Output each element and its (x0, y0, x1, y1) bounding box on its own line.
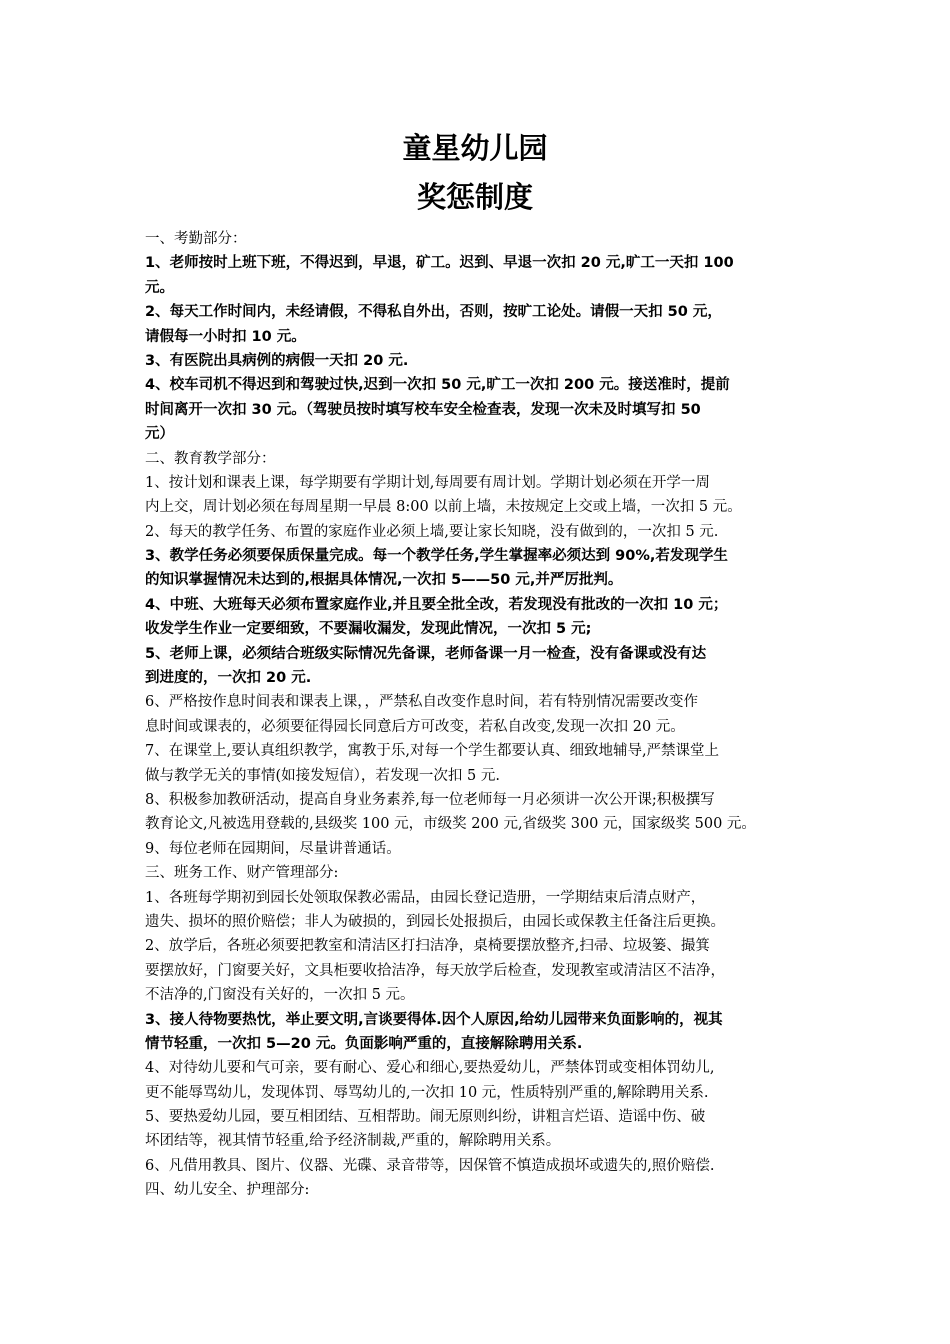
text-line: 2、每天的教学任务、布置的家庭作业必须上墙,要让家长知晓，没有做到的，一次扣 5 元. (145, 523, 719, 540)
text-line: 4、校车司机不得迟到和驾驶过快,迟到一次扣 50 元,旷工一次扣 200 元。接送准时，提前 (145, 377, 730, 394)
text-line: 时间离开一次扣 30 元。（驾驶员按时填写校车安全检查表，发现一次未及时填写扣 50 (145, 401, 701, 418)
text-line: 1、各班每学期初到园长处领取保教必需品，由园长登记造册，一学期结束后清点财产， (145, 889, 706, 906)
text-line: 4、中班、大班每天必须布置家庭作业,并且要全批全改，若发现没有批改的一次扣 10 元； (145, 596, 728, 613)
document-subtitle: 奖惩制度 (416, 180, 533, 214)
text-line: 坏团结等，视其情节轻重,给予经济制裁,严重的，解除聘用关系。 (145, 1133, 561, 1150)
text-line: 元） (145, 426, 174, 443)
text-line: 3、接人待物要热忱，举止要文明,言谈要得体.因个人原因,给幼儿园带来负面影响的，视其 (145, 1011, 723, 1028)
text-line: 的知识掌握情况未达到的,根据具体情况,一次扣 5——50 元,并严厉批判。 (145, 572, 623, 589)
text-line: 9、每位老师在园期间，尽量讲普通话。 (145, 840, 401, 857)
text-line: 二、教育教学部分： (145, 450, 276, 467)
text-line: 要摆放好，门窗要关好，文具柜要收拾洁净，每天放学后检查，发现教室或清洁区不洁净， (145, 962, 725, 979)
text-line: 1、老师按时上班下班，不得迟到，早退，矿工。迟到、早退一次扣 20 元,旷工一天扣 100 (145, 255, 734, 272)
text-line: 2、每天工作时间内，未经请假，不得私自外出，否则，按旷工论处。请假一天扣 50 元， (145, 304, 722, 321)
text-line: 情节轻重，一次扣 5—20 元。负面影响严重的，直接解除聘用关系. (145, 1035, 583, 1052)
document-body (145, 227, 813, 1203)
text-line: 收发学生作业一定要细致，不要漏收漏发，发现此情况，一次扣 5 元; (145, 621, 592, 638)
text-line: 4、对待幼儿要和气可亲，要有耐心、爱心和细心,要热爱幼儿，严禁体罚或变相体罚幼儿, (145, 1060, 715, 1077)
text-line: 教育论文,凡被选用登载的,县级奖 100 元，市级奖 200 元,省级奖 300 元，国家级奖 500 元。 (145, 816, 756, 833)
text-line: 遗失、损坏的照价赔偿；非人为破损的，到园长处报损后，由园长或保教主任备注后更换。 (145, 913, 725, 930)
text-line: 请假每一小时扣 10 元。 (145, 328, 306, 345)
text-line: 5、老师上课，必须结合班级实际情况先备课，老师备课一月一检查，没有备课或没有达 (145, 645, 707, 662)
text-line: 元。 (145, 279, 174, 296)
text-line: 1、按计划和课表上课，每学期要有学期计划,每周要有周计划。学期计划必须在开学一周 (145, 474, 710, 491)
text-line: 内上交，周计划必须在每周星期一早晨 8:00 以前上墙，未按规定上交或上墙，一次扣 5 元。 (145, 499, 742, 516)
text-line: 到进度的，一次扣 20 元. (145, 670, 312, 687)
text-line: 7、在课堂上,要认真组织教学，寓教于乐,对每一个学生都要认真、细致地辅导,严禁课堂上 (145, 743, 720, 760)
text-line: 3、教学任务必须要保质保量完成。每一个教学任务,学生掌握率必须达到 90%,若发现学生 (145, 548, 728, 565)
text-line: 5、要热爱幼儿园，要互相团结、互相帮助。闹无原则纠纷，讲粗言烂语、造谣中伤、破 (145, 1109, 706, 1126)
text-line: 6、严格按作息时间表和课表上课，，严禁私自改变作息时间，若有特别情况需要改变作 (145, 694, 698, 711)
text-line: 四、幼儿安全、护理部分: (145, 1182, 310, 1199)
text-line: 不洁净的,门窗没有关好的，一次扣 5 元。 (145, 987, 415, 1004)
text-line: 做与教学无关的事情(如接发短信），若发现一次扣 5 元. (145, 767, 500, 784)
text-line: 三、班务工作、财产管理部分: (145, 865, 339, 882)
text-line: 6、凡借用教具、图片、仪器、光碟、录音带等，因保管不慎造成损坏或遗失的,照价赔偿. (145, 1157, 715, 1174)
text-line: 8、积极参加教研活动，提高自身业务素养,每一位老师每一月必须讲一次公开课;积极撰写 (145, 791, 715, 808)
text-line: 3、有医院出具病例的病假一天扣 20 元. (145, 352, 409, 369)
text-line: 2、放学后，各班必须要把教室和清洁区打扫洁净，桌椅要摆放整齐,扫帚、垃圾篓、撮箕 (145, 938, 710, 955)
text-line: 一、考勤部分： (145, 231, 247, 247)
document-title: 童星幼儿园 (402, 131, 548, 165)
text-line: 息时间或课表的，必须要征得园长同意后方可改变，若私自改变,发现一次扣 20 元。 (145, 718, 685, 735)
text-line: 更不能辱骂幼儿，发现体罚、辱骂幼儿的,一次扣 10 元，性质特别严重的,解除聘用关系. (145, 1084, 709, 1101)
